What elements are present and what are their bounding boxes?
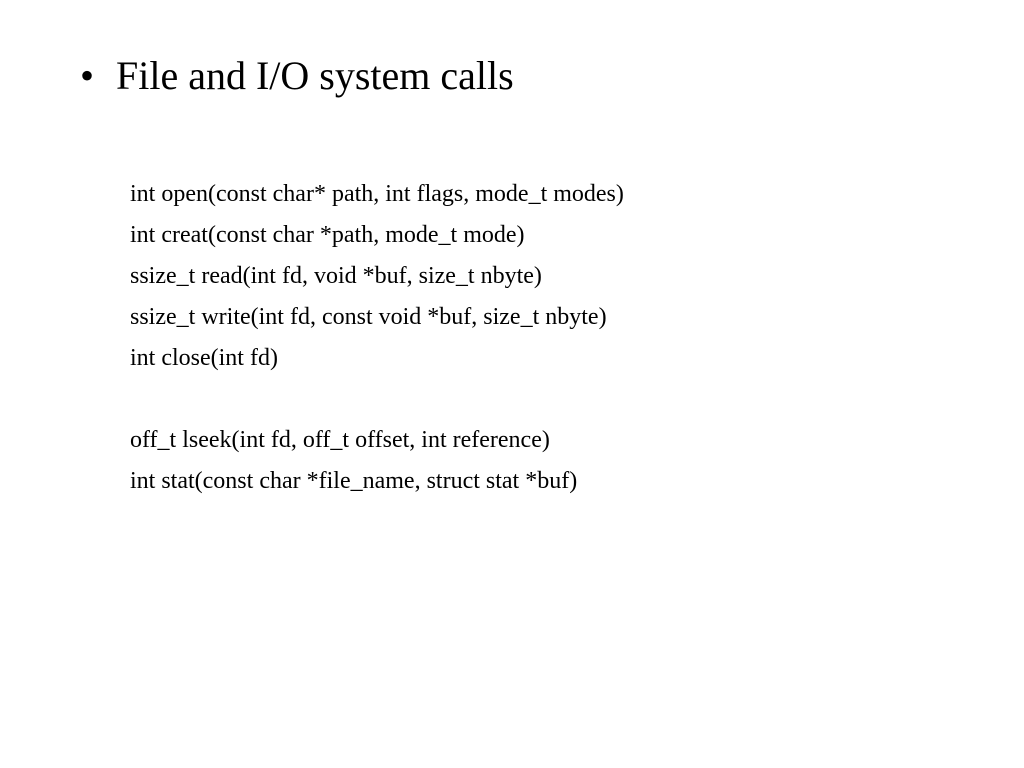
syscall-lseek: off_t lseek(int fd, off_t offset, int reference) xyxy=(130,427,550,453)
title-bullet-row xyxy=(80,52,514,100)
syscall-read: ssize_t read(int fd, void *buf, size_t nbyte) xyxy=(130,263,542,289)
syscall-close: int close(int fd) xyxy=(130,345,278,371)
syscall-creat: int creat(const char *path, mode_t mode) xyxy=(130,222,525,248)
bullet-icon: • xyxy=(80,53,95,98)
slide-title: File and I/O system calls xyxy=(116,53,514,98)
syscall-open: int open(const char* path, int flags, mode_t modes) xyxy=(130,181,624,207)
syscall-stat: int stat(const char *file_name, struct stat *buf) xyxy=(130,468,578,494)
blank-line xyxy=(130,379,624,420)
syscall-list xyxy=(130,174,624,502)
syscall-write: ssize_t write(int fd, const void *buf, size_t nbyte) xyxy=(130,304,607,330)
